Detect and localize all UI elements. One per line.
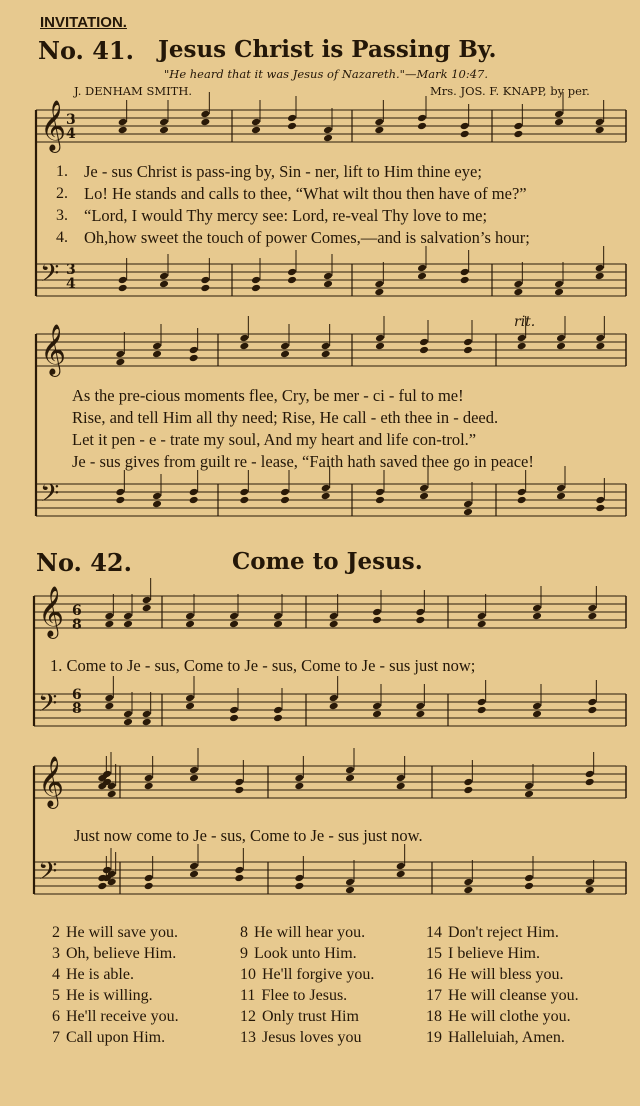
note-head	[463, 338, 473, 347]
verse-list-number: 19	[426, 1029, 442, 1046]
hymn-42-line-1: 1. Come to Je - sus, Come to Je - sus, Come to Je - sus just now;	[50, 656, 476, 675]
bass-clef: 𝄢	[40, 479, 60, 514]
verse-list-text: He will save you.	[66, 924, 178, 941]
note-head	[460, 122, 470, 131]
verse-list-text: Oh, believe Him.	[66, 945, 177, 962]
treble-clef: 𝄞	[40, 100, 67, 151]
note-head	[115, 358, 125, 367]
verse-list-text: He'll receive you.	[66, 1008, 179, 1025]
verse-list-item	[52, 966, 134, 984]
note-head	[374, 280, 384, 289]
note-head	[118, 126, 128, 135]
verse-list-item	[240, 1008, 359, 1026]
note-head	[144, 782, 154, 791]
verse-list-number: 5	[52, 987, 60, 1004]
note-head	[417, 122, 427, 131]
verse-list-item	[426, 1029, 565, 1047]
note-head	[189, 496, 199, 505]
verse-list-text: He is able.	[66, 966, 134, 983]
note-head	[152, 350, 162, 359]
verse-1-number: 1.	[56, 163, 68, 180]
note-head	[280, 342, 290, 351]
verse-list-item	[240, 924, 365, 942]
note-head	[595, 334, 605, 343]
note-head	[587, 612, 597, 621]
note-head	[294, 874, 304, 883]
time-signature-41-bass: 3 4	[66, 262, 76, 292]
note-head	[517, 488, 527, 497]
note-head	[159, 118, 169, 127]
verse-list-item	[426, 945, 540, 963]
note-head	[294, 774, 304, 783]
note-head	[524, 874, 534, 883]
note-head	[115, 496, 125, 505]
note-head	[229, 620, 239, 629]
note-head	[107, 790, 117, 799]
hymn-41-number: No. 41.	[38, 36, 134, 65]
note-head	[477, 706, 487, 715]
note-head	[144, 882, 154, 891]
note-head	[294, 782, 304, 791]
note-head	[372, 702, 382, 711]
verse-list-text: Call upon Him.	[66, 1029, 166, 1046]
note-head	[118, 118, 128, 127]
note-head	[532, 710, 542, 719]
note-head	[463, 508, 473, 517]
note-head	[374, 118, 384, 127]
note-head	[375, 496, 385, 505]
note-head	[144, 874, 154, 883]
note-head	[477, 698, 487, 707]
note-head	[144, 774, 154, 783]
note-head	[142, 604, 152, 613]
note-head	[323, 126, 333, 135]
note-head	[595, 504, 605, 513]
note-head	[513, 288, 523, 297]
note-head	[189, 774, 199, 783]
note-head	[415, 702, 425, 711]
verse-list-number: 13	[240, 1029, 256, 1046]
note-head	[345, 774, 355, 783]
verse-list-text: He'll forgive you.	[262, 966, 375, 983]
verse-list-item	[426, 1008, 571, 1026]
note-head	[97, 882, 107, 891]
verse-list-number: 14	[426, 924, 442, 941]
note-head	[251, 118, 261, 127]
note-head	[142, 596, 152, 605]
note-head	[152, 492, 162, 501]
note-head	[287, 268, 297, 277]
hymn-42-line-2: Just now come to Je - sus, Come to Je - sus just now.	[74, 826, 423, 845]
verse-list-item	[240, 945, 357, 963]
note-head	[517, 496, 527, 505]
note-head	[396, 782, 406, 791]
note-head	[532, 702, 542, 711]
note-head	[321, 342, 331, 351]
note-head	[595, 342, 605, 351]
note-head	[345, 766, 355, 775]
treble-staff	[34, 596, 626, 628]
note-head	[556, 492, 566, 501]
treble-staff	[34, 766, 626, 798]
hymn-41-author: Mrs. JOS. F. KNAPP, by per.	[430, 84, 590, 98]
note-head	[587, 706, 597, 715]
note-head	[152, 342, 162, 351]
verse-list-item	[52, 924, 178, 942]
note-head	[229, 706, 239, 715]
bass-staff	[34, 862, 626, 894]
note-head	[375, 334, 385, 343]
note-head	[123, 710, 133, 719]
verse-list-item	[240, 987, 347, 1005]
note-head	[595, 118, 605, 127]
note-head	[463, 500, 473, 509]
note-head	[273, 620, 283, 629]
time-signature-41-treble: 3 4	[66, 112, 76, 142]
note-head	[417, 264, 427, 273]
verse-4-number: 4.	[56, 229, 68, 246]
note-head	[234, 866, 244, 875]
note-head	[463, 886, 473, 895]
note-head	[115, 350, 125, 359]
section-label: INVITATION.	[40, 14, 127, 31]
verse-4-line-2: Je - sus gives from guilt re - lease, “Faith hath saved thee go in peace!	[72, 452, 534, 471]
note-head	[104, 694, 114, 703]
note-head	[345, 886, 355, 895]
note-head	[229, 714, 239, 723]
note-head	[524, 882, 534, 891]
verse-list-number: 9	[240, 945, 248, 962]
note-head	[463, 878, 473, 887]
verse-list-text: He will bless you.	[448, 966, 564, 983]
note-head	[280, 496, 290, 505]
note-head	[396, 774, 406, 783]
note-head	[234, 786, 244, 795]
note-head	[287, 122, 297, 131]
verse-list-text: Don't reject Him.	[448, 924, 559, 941]
treble-clef: 𝄞	[38, 756, 65, 807]
verse-list-number: 3	[52, 945, 60, 962]
note-head	[329, 620, 339, 629]
note-head	[118, 284, 128, 293]
note-head	[513, 280, 523, 289]
note-head	[513, 122, 523, 131]
verse-2-number: 2.	[56, 185, 68, 202]
verse-list-text: Halleluiah, Amen.	[448, 1029, 565, 1046]
note-head	[185, 694, 195, 703]
note-head	[321, 350, 331, 359]
note-head	[104, 702, 114, 711]
verse-list-text: He will hear you.	[254, 924, 366, 941]
note-head	[477, 612, 487, 621]
verse-list-number: 15	[426, 945, 442, 962]
note-head	[189, 862, 199, 871]
verse-list-number: 4	[52, 966, 60, 983]
time-signature-42-treble: 6 8	[72, 603, 82, 633]
note-head	[123, 718, 133, 727]
note-head	[585, 878, 595, 887]
note-head	[234, 874, 244, 883]
note-head	[123, 620, 133, 629]
note-head	[375, 488, 385, 497]
note-head	[152, 500, 162, 509]
note-head	[517, 334, 527, 343]
treble-clef: 𝄞	[40, 324, 67, 375]
note-head	[517, 342, 527, 351]
note-head	[104, 620, 114, 629]
note-head	[273, 706, 283, 715]
note-head	[556, 342, 566, 351]
verse-list-number: 17	[426, 987, 442, 1004]
verse-list-text: Look unto Him.	[254, 945, 357, 962]
note-head	[375, 342, 385, 351]
note-head	[234, 778, 244, 787]
note-head	[556, 484, 566, 493]
note-head	[556, 334, 566, 343]
note-head	[329, 702, 339, 711]
verse-1-line-1: Je - sus Christ is pass-ing by, Sin - ner, lift to Him thine eye;	[84, 162, 482, 181]
note-head	[239, 334, 249, 343]
verse-list-number: 8	[240, 924, 248, 941]
note-head	[415, 616, 425, 625]
note-head	[595, 272, 605, 281]
verse-list-number: 2	[52, 924, 60, 941]
hymn-42-title: Come to Jesus.	[232, 548, 423, 575]
note-head	[329, 612, 339, 621]
note-head	[513, 130, 523, 139]
note-head	[239, 342, 249, 351]
time-signature-42-bass: 6 8	[72, 687, 82, 717]
hymn-41-scripture: "He heard that it was Jesus of Nazareth."—Mark 10:47.	[164, 67, 489, 81]
note-head	[329, 694, 339, 703]
note-head	[185, 612, 195, 621]
note-head	[463, 346, 473, 355]
note-head	[595, 496, 605, 505]
verse-list-item	[52, 1008, 179, 1026]
note-head	[595, 264, 605, 273]
note-head	[185, 702, 195, 711]
note-head	[587, 604, 597, 613]
note-head	[372, 608, 382, 617]
note-head	[345, 878, 355, 887]
verse-list-item	[426, 924, 559, 942]
verse-list-text: Jesus loves you	[262, 1029, 362, 1046]
note-head	[104, 612, 114, 621]
note-head	[159, 126, 169, 135]
note-head	[419, 484, 429, 493]
note-head	[200, 110, 210, 119]
note-head	[374, 288, 384, 297]
note-head	[372, 710, 382, 719]
verse-list-item	[52, 945, 176, 963]
note-head	[189, 346, 199, 355]
note-head	[554, 288, 564, 297]
note-head	[321, 492, 331, 501]
note-head	[273, 612, 283, 621]
verse-list-number: 7	[52, 1029, 60, 1046]
note-head	[532, 604, 542, 613]
verse-list-item	[52, 1029, 165, 1047]
tempo-mark-rit: rit.	[514, 314, 536, 330]
note-head	[280, 350, 290, 359]
bass-clef: 𝄢	[38, 689, 58, 724]
verse-list-number: 10	[240, 966, 256, 983]
note-head	[419, 492, 429, 501]
verse-list-item	[52, 987, 153, 1005]
note-head	[239, 488, 249, 497]
note-head	[419, 346, 429, 355]
note-head	[323, 272, 333, 281]
note-head	[415, 608, 425, 617]
note-head	[115, 488, 125, 497]
note-head	[460, 130, 470, 139]
verse-1-line-2: As the pre-cious moments flee, Cry, be mer - ci - ful to me!	[72, 386, 464, 405]
note-head	[189, 488, 199, 497]
note-head	[460, 268, 470, 277]
note-head	[280, 488, 290, 497]
note-head	[554, 280, 564, 289]
verse-3-line-1: “Lord, I would Thy mercy see: Lord, re-veal Thy love to me;	[84, 206, 488, 225]
note-head	[189, 354, 199, 363]
note-head	[118, 276, 128, 285]
note-head	[417, 114, 427, 123]
note-head	[554, 110, 564, 119]
verse-list-number: 11	[240, 987, 256, 1004]
note-head	[159, 272, 169, 281]
note-head	[189, 870, 199, 879]
verse-list-number: 16	[426, 966, 442, 983]
verse-list-number: 18	[426, 1008, 442, 1025]
note-head	[417, 272, 427, 281]
verse-3-line-2: Let it pen - e - trate my soul, And my heart and life con-trol.”	[72, 430, 477, 449]
verse-2-line-2: Rise, and tell Him all thy need; Rise, He call - eth thee in - deed.	[72, 408, 499, 427]
note-head	[273, 714, 283, 723]
note-head	[524, 790, 534, 799]
note-head	[142, 710, 152, 719]
note-head	[323, 280, 333, 289]
note-head	[251, 284, 261, 293]
note-head	[419, 338, 429, 347]
note-head	[460, 276, 470, 285]
note-head	[396, 870, 406, 879]
treble-clef: 𝄞	[38, 586, 65, 637]
note-head	[142, 718, 152, 727]
note-head	[585, 770, 595, 779]
note-head	[595, 126, 605, 135]
verse-list-text: Flee to Jesus.	[261, 987, 348, 1004]
note-head	[585, 778, 595, 787]
note-head	[321, 484, 331, 493]
verse-list-number: 12	[240, 1008, 256, 1025]
note-head	[287, 276, 297, 285]
note-head	[200, 118, 210, 127]
verse-list-item	[426, 987, 579, 1005]
note-head	[200, 276, 210, 285]
verse-list-text: Only trust Him	[262, 1008, 359, 1025]
note-head	[287, 114, 297, 123]
verse-list-item	[240, 1029, 362, 1047]
note-head	[323, 134, 333, 143]
hymn-42-number: No. 42.	[36, 548, 132, 577]
verse-2-line-1: Lo! He stands and calls to thee, “What wilt thou then have of me?”	[84, 184, 527, 203]
bass-clef: 𝄢	[38, 857, 58, 892]
note-head	[463, 786, 473, 795]
verse-list-text: He is willing.	[66, 987, 153, 1004]
note-head	[294, 882, 304, 891]
note-head	[415, 710, 425, 719]
note-head	[229, 612, 239, 621]
verse-3-number: 3.	[56, 207, 68, 224]
note-head	[587, 698, 597, 707]
verse-list-text: I believe Him.	[448, 945, 540, 962]
hymn-41-title: Jesus Christ is Passing By.	[158, 36, 497, 63]
verse-4-line-1: Oh,how sweet the touch of power Comes,—and is salvation’s hour;	[84, 228, 530, 247]
note-head	[251, 276, 261, 285]
bass-clef: 𝄢	[40, 259, 60, 294]
note-head	[554, 118, 564, 127]
note-head	[239, 496, 249, 505]
note-head	[159, 280, 169, 289]
note-head	[374, 126, 384, 135]
verse-list-text: He will cleanse you.	[448, 987, 579, 1004]
note-head	[524, 782, 534, 791]
verse-list-text: He will clothe you.	[448, 1008, 571, 1025]
note-head	[463, 778, 473, 787]
verse-list-item	[426, 966, 564, 984]
note-head	[200, 284, 210, 293]
note-head	[532, 612, 542, 621]
hymn-41-composer: J. DENHAM SMITH.	[74, 84, 193, 98]
note-head	[585, 886, 595, 895]
note-head	[477, 620, 487, 629]
note-head	[372, 616, 382, 625]
note-head	[189, 766, 199, 775]
note-head	[123, 612, 133, 621]
verse-list-number: 6	[52, 1008, 60, 1025]
note-head	[396, 862, 406, 871]
note-head	[251, 126, 261, 135]
note-head	[185, 620, 195, 629]
verse-list-item	[240, 966, 374, 984]
